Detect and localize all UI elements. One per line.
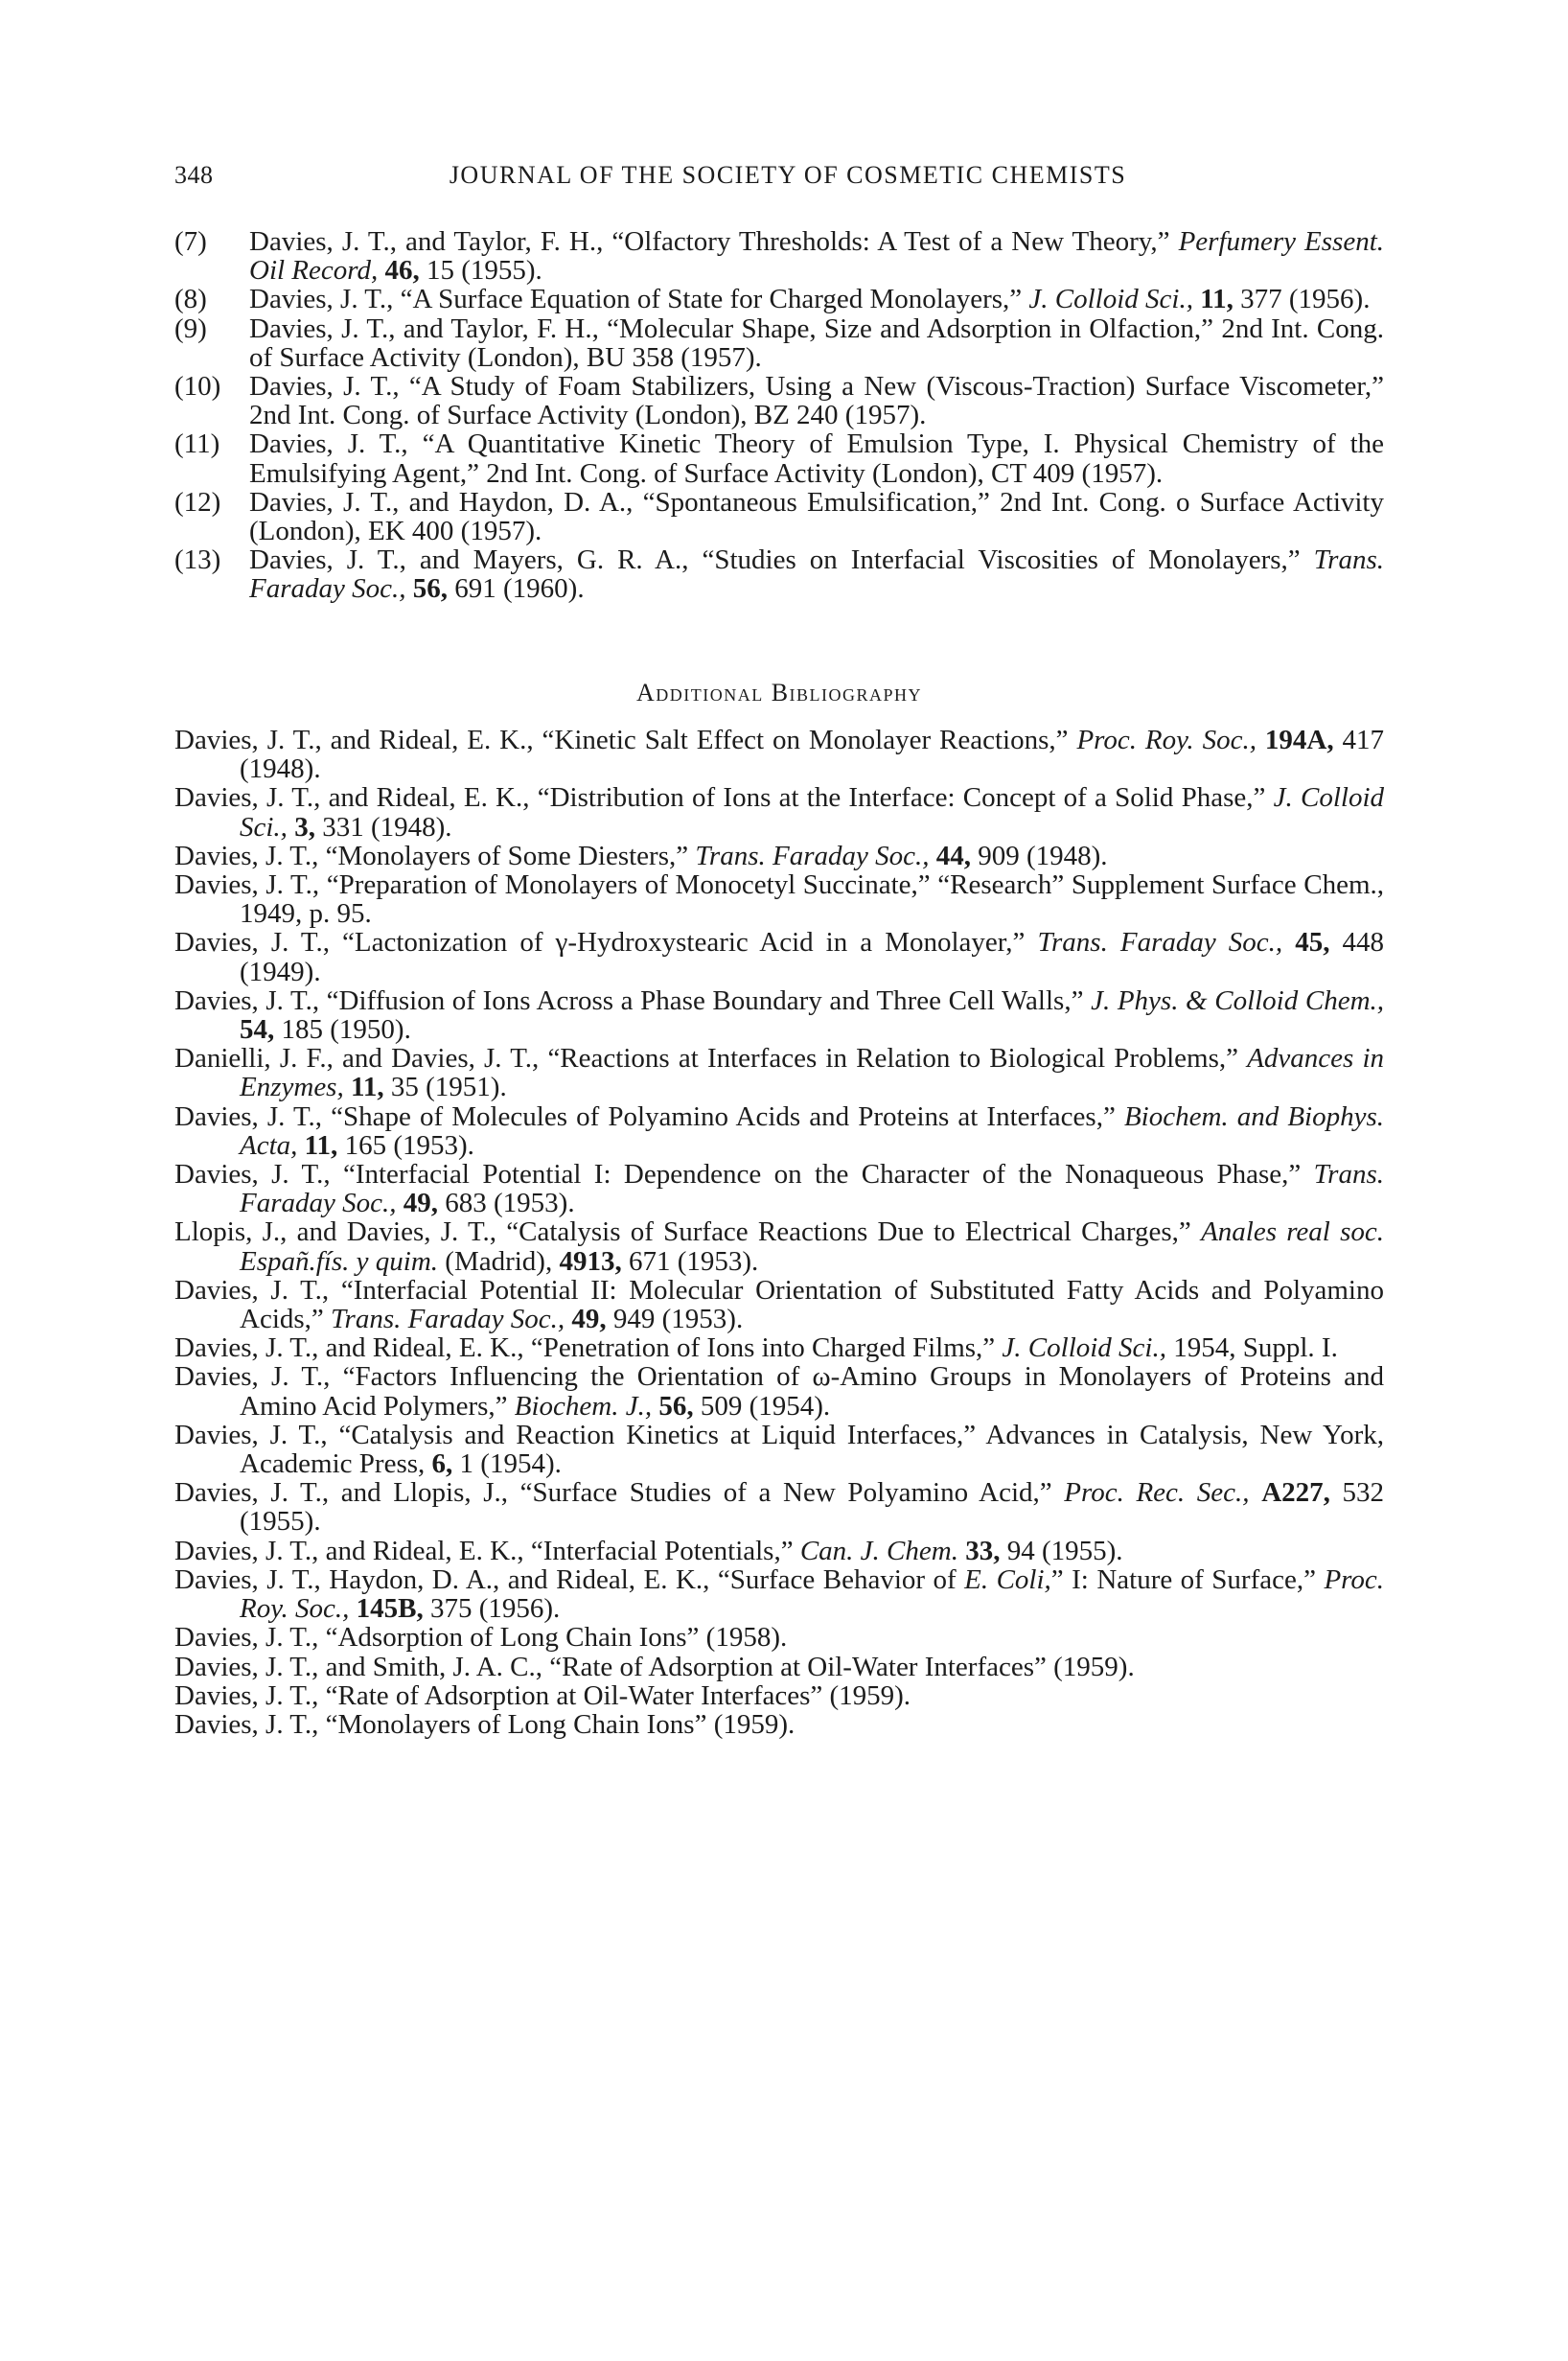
reference-item	[174, 429, 1384, 487]
reference-item	[174, 488, 1384, 545]
reference-number: (7)	[174, 226, 207, 257]
page-header	[174, 161, 1401, 199]
bibliography-entry: Davies, J. T., Haydon, D. A., and Rideal, E. K., “Surface Behavior of E. Coli,” I: Nature of Surface,” Proc. Roy. Soc., 145B, 375 (1956).	[174, 1563, 1385, 1625]
bibliography-entry: Davies, J. T., and Rideal, E. K., “Penetration of Ions into Charged Films,” J. Colloid Sci., 1954, Suppl. I.	[174, 1332, 1338, 1364]
bibliography-entry: Davies, J. T., “Interfacial Potential II: Molecular Orientation of Substituted Fatty Acids and Polyamino Acids,” Trans. Faraday Soc., 49, 949 (1953).	[174, 1274, 1384, 1335]
bibliography-entry: Davies, J. T., “Catalysis and Reaction Kinetics at Liquid Interfaces,” Advances in Catalysis, New York, Academic Press, 6, 1 (1954).	[174, 1419, 1384, 1480]
reference-number: (13)	[174, 544, 221, 576]
reference-text: Davies, J. T., “A Study of Foam Stabilizers, Using a New (Viscous-Traction) Surface Viscometer,” 2nd Int. Cong. of Surface Activity (London), BZ 240 (1957).	[249, 371, 1384, 431]
bibliography-entry: Llopis, J., and Davies, J. T., “Catalysis of Surface Reactions Due to Electrical Charges,” Anales real soc. Españ.fís. y quim. (Madrid), 4913, 671 (1953).	[174, 1216, 1385, 1277]
reference-number: (8)	[174, 284, 207, 315]
reference-item	[174, 372, 1384, 429]
numbered-references	[174, 227, 1384, 604]
reference-text: Davies, J. T., and Taylor, F. H., “Molecular Shape, Size and Adsorption in Olfaction,” 2nd Int. Cong. of Surface Activity (London), BU 358 (1957).	[249, 312, 1384, 373]
reference-item	[174, 314, 1384, 372]
reference-text: Davies, J. T., and Haydon, D. A., “Spontaneous Emulsification,” 2nd Int. Cong. o Surface Activity (London), EK 400 (1957).	[249, 486, 1384, 547]
page-number: 348	[174, 161, 214, 189]
bibliography-entry: Davies, J. T., “Factors Influencing the Orientation of ω-Amino Groups in Monolayers of Proteins and Amino Acid Polymers,” Biochem. J., 56, 509 (1954).	[174, 1361, 1384, 1422]
reference-number: (12)	[174, 486, 221, 518]
bibliography-entry: Davies, J. T., “Monolayers of Some Diesters,” Trans. Faraday Soc., 44, 909 (1948).	[174, 840, 1108, 871]
reference-text: Davies, J. T., “A Quantitative Kinetic Theory of Emulsion Type, I. Physical Chemistry of the Emulsifying Agent,” 2nd Int. Cong. of Surface Activity (London), CT 409 (1957).	[249, 428, 1384, 489]
reference-item	[174, 285, 1384, 313]
journal-title: JOURNAL OF THE SOCIETY OF COSMETIC CHEMISTS	[449, 161, 1127, 189]
bibliography-entry: Davies, J. T., “Shape of Molecules of Polyamino Acids and Proteins at Interfaces,” Biochem. and Biophys. Acta, 11, 165 (1953).	[174, 1100, 1385, 1161]
bibliography-entry: Davies, J. T., and Rideal, E. K., “Distribution of Ions at the Interface: Concept of a Solid Phase,” J. Colloid Sci., 3, 331 (1948).	[174, 782, 1384, 843]
bibliography-entry: Davies, J. T., and Rideal, E. K., “Interfacial Potentials,” Can. J. Chem. 33, 94 (1955).	[174, 1535, 1123, 1566]
bibliography-entry: Davies, J. T., “Interfacial Potential I: Dependence on the Character of the Nonaqueous Phase,” Trans. Faraday Soc., 49, 683 (1953).	[174, 1159, 1385, 1219]
section-heading: Additional Bibliography	[635, 679, 923, 706]
bibliography-entry: Danielli, J. F., and Davies, J. T., “Reactions at Interfaces in Relation to Biological Problems,” Advances in Enzymes, 11, 35 (1951).	[174, 1043, 1385, 1103]
bibliography-entry: Davies, J. T., “Preparation of Monolayers of Monocetyl Succinate,” “Research” Supplement Surface Chem., 1949, p. 95.	[174, 869, 1384, 930]
bibliography-entry: Davies, J. T., “Lactonization of γ-Hydroxystearic Acid in a Monolayer,” Trans. Faraday Soc., 45, 448 (1949).	[174, 927, 1385, 987]
bibliography-entry: Davies, J. T., and Rideal, E. K., “Kinetic Salt Effect on Monolayer Reactions,” Proc. Roy. Soc., 194A, 417 (1948).	[174, 725, 1385, 785]
reference-number: (9)	[174, 312, 207, 344]
bibliography-entry: Davies, J. T., “Rate of Adsorption at Oil-Water Interfaces” (1959).	[174, 1679, 911, 1711]
bibliography-entry: Davies, J. T., “Monolayers of Long Chain Ions” (1959).	[174, 1708, 796, 1740]
bibliography-entry: Davies, J. T., and Smith, J. A. C., “Rate of Adsorption at Oil-Water Interfaces” (1959).	[174, 1651, 1135, 1682]
reference-number: (10)	[174, 371, 221, 403]
reference-text: Davies, J. T., and Taylor, F. H., “Olfactory Thresholds: A Test of a New Theory,” Perfumery Essent. Oil Record, 46, 15 (1955).	[249, 226, 1385, 287]
reference-text: Davies, J. T., and Mayers, G. R. A., “Studies on Interfacial Viscosities of Monolayers,” Trans. Faraday Soc., 56, 691 (1960).	[249, 544, 1385, 605]
reference-number: (11)	[174, 428, 220, 460]
additional-bibliography	[174, 726, 1384, 1739]
bibliography-entry: Davies, J. T., “Diffusion of Ions Across a Phase Boundary and Three Cell Walls,” J. Phys. & Colloid Chem., 54, 185 (1950).	[174, 984, 1385, 1046]
reference-item	[174, 227, 1384, 285]
reference-text: Davies, J. T., “A Surface Equation of State for Charged Monolayers,” J. Colloid Sci., 11, 377 (1956).	[249, 284, 1371, 315]
bibliography-entry: Davies, J. T., and Llopis, J., “Surface Studies of a New Polyamino Acid,” Proc. Rec. Sec., A227, 532 (1955).	[174, 1477, 1385, 1538]
reference-item	[174, 545, 1384, 603]
bibliography-entry: Davies, J. T., “Adsorption of Long Chain Ions” (1958).	[174, 1622, 788, 1654]
